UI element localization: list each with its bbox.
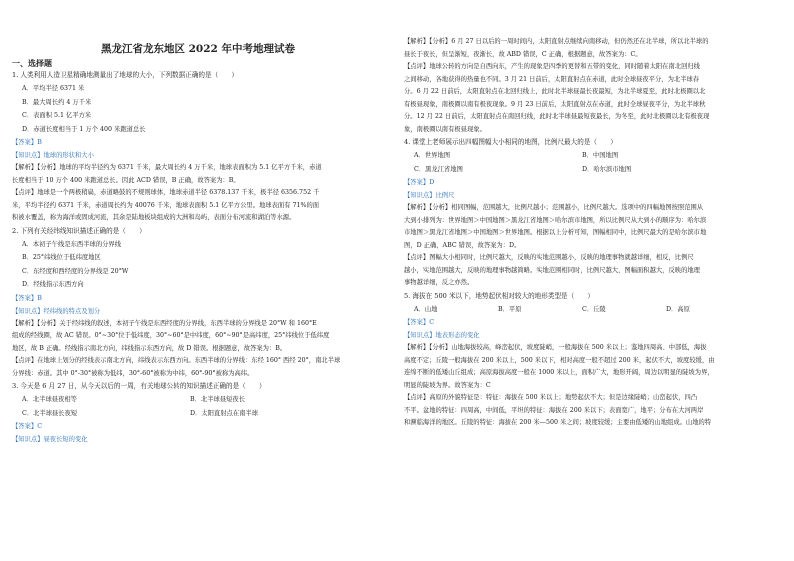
q2-comment-line: 【点评】在地球上划分的经线表示南北方向，纬线表示东西方向。东西半球的分界线：东经 160° 西经 20°，南北半球 [12, 357, 341, 364]
q1-option-d: D．赤道长度相当于 1 万个 400 米跑道总长 [22, 125, 146, 133]
q1-analysis-line: 长度相当于 10 万个 400 米跑道总长。因此 ACD 错误，B 正确，故答案为：B。 [12, 176, 240, 184]
q5-analysis-line: 高度不定；丘陵一般海拔在 200 米以上，500 米以下，相对高度一般不超过 200 米，起伏不大，坡度较缓，由 [404, 356, 715, 364]
q2-comment-line: 分界线：赤道。其中 0°-30°被称为低纬，30°-60°被称为中纬，60°-90°被称为高纬。 [12, 369, 254, 377]
q1-option-c: C．表面积 5.1 亿平方米 [22, 112, 92, 119]
q1-comment-line: 【点评】地球是一个两极稍扁，赤道略鼓的不规则球体，地球赤道半径 6378.137 千米，极半径 6356.752 千 [12, 189, 320, 196]
q4-options-row-1 [404, 149, 776, 163]
q5-comment-line: 不平。盆地的特征：四周高，中间低，平坦的特征：海拔在 200 米以下；表面宽广，地平；分布在大河两岸 [404, 406, 704, 414]
page-title: 黑龙江省龙东地区 2022 年中考地理试卷 [100, 43, 296, 55]
q4-option-d: D．哈尔滨市地图 [582, 165, 632, 173]
q2-answer: 【答案】B [12, 294, 42, 302]
q2-option-c: C．东经度和西经度的分界线是 20°W [22, 267, 129, 275]
question-1-stem: 1. 人类利用人造卫星精确地测量出了地球的大小，下列数据正确的是（ ） [12, 71, 238, 79]
q3-option-d: D．太阳直射点在南半球 [190, 409, 259, 417]
q3-option-c: C．北半球昼长夜短 [22, 409, 78, 417]
q3-option-b: B．北半球昼短夜长 [190, 396, 246, 403]
left-column [12, 0, 384, 446]
right-column [404, 36, 776, 430]
q1-comment-line: 积被水覆盖，称为海洋或固成河流，其余是陆地板块组成的大洲和岛屿，表面分布河流和湖泊等水源。 [12, 214, 296, 221]
q1-answer: 【答案】B [12, 139, 42, 146]
q3-knowledge: 【知识点】昼夜长短的变化 [12, 436, 88, 443]
q1-analysis-line: 【解析】【分析】地球的平均半径约为 6371 千米，最大周长约 4 万千米，地球表面积为 5.1 亿平方千米，赤道 [12, 164, 322, 171]
q3-options-row-1 [12, 393, 384, 407]
question-3-stem: 3. 今天是 6 月 27 日，从今天以后的一周，有关地球公转的知识描述正确的是（ ） [12, 382, 266, 390]
q5-analysis-line: 【解析】【分析】山地海拔较高，峰峦起伏，坡度陡峭，一般海拔在 500 米以上；鉴地四周高、中部低，海拔 [404, 344, 707, 351]
q5-comment-line: 【点评】高原的外貌特征是：特征：海拔在 500 米以上；地势起伏不大；但是边缘陡峭；山峦起伏，四凸 [404, 394, 698, 401]
q3-comment-line: 象，南极圈以南有极昼现象。 [404, 125, 486, 133]
q2-option-d: D．经线指示东西方向 [22, 281, 84, 288]
q1-knowledge: 【知识点】地球的形状和大小 [12, 152, 94, 159]
q2-option-a: A．本初子午线是东西半球的分界线 [22, 240, 122, 248]
q3-analysis-line: 【解析】【分析】6 月 27 日以后的一周时间内，太阳直射点继续向南移动，但仍然还在北半球，所以北半球的 [404, 38, 709, 45]
q3-comment-line: 分。12 月 22 日前后，太阳直射点在南回归线，此时北半球昼最短夜最长，为冬至，此时北极圈以北有极夜现 [404, 113, 710, 120]
q4-comment-line: 事物越详细，反之亦然。 [404, 279, 474, 286]
q4-comment-line: 越小，实地范围越大，反映的地理事物越简略。实地范围相同时，比例尺越大，图幅面积越大，反映的地理 [404, 266, 700, 274]
q5-analysis-line: 连绵不断的低矮山丘组成；高原海拔高度一般在 1000 米以上，面积广大，地形开阔，周边以明显的陡坡为界， [404, 369, 714, 376]
q5-option-d: D．高原 [666, 305, 690, 313]
q5-option-c: C．丘陵 [582, 305, 606, 313]
q2-option-b: B．25°纬线位于低纬度地区 [22, 254, 101, 261]
q3-answer: 【答案】C [12, 423, 43, 430]
q4-option-c: C．黑龙江省地图 [414, 165, 463, 173]
q5-knowledge: 【知识点】地表形态的变化 [404, 332, 480, 339]
q4-comment-line: 【点评】图幅大小相同时，比例尺越大，反映的实地范围越小，反映的地理事物就越详细，相反，比例尺 [404, 254, 694, 261]
q4-analysis-line: 图，D 正确，ABC 错误，故答案为：D。 [404, 241, 521, 249]
q2-analysis-line: 组成的经线圈，故 AC 错误。0°~30°位于低纬度，30°~60°是中纬度，60°~90°是高纬度，25°纬线位于低纬度 [12, 332, 330, 339]
q4-answer: 【答案】D [404, 179, 435, 186]
q5-options-row [404, 303, 776, 317]
section-heading: 一、选择题 [12, 58, 52, 68]
q4-analysis-line: 市地图＞黑龙江省地图＞中国地图＞世界地图。根据以上分析可知，图幅相同中，比例尺最大的是哈尔滨市地 [404, 229, 707, 236]
q3-options-row-2 [12, 407, 384, 421]
question-2-stem: 2. 下列有关经纬线知识描述正确的是（ ） [12, 226, 146, 235]
q1-option-b: B．最大周长约 4 万千米 [22, 98, 92, 106]
q4-options-row-2 [404, 163, 776, 177]
q4-knowledge: 【知识点】比例尺 [404, 192, 455, 199]
question-4-stem: 4. 课堂上老师展示出四幅图幅大小相同的地图，比例尺最大的是（ ） [404, 138, 617, 146]
q5-option-a: A．山地 [414, 305, 438, 313]
q4-option-a: A．世界地图 [414, 152, 451, 159]
q5-analysis-line: 明显的陡坡为界。故答案为：C [404, 381, 491, 389]
q4-analysis-line: 大到小排列为：世界地图＞中国地图＞黑龙江省地图＞哈尔滨市地图，所以比例尺从大到小的顺序为：哈尔滨 [404, 216, 707, 224]
q4-analysis-line: 【解析】【分析】相同图幅，范围越大，比例尺越小；范围越小，比例尺越大。选项中的四幅地图按照范围从 [404, 204, 704, 211]
q3-analysis-line: 昼长于夜长，但呈渐短，夜渐长，故 ABD 错误，C 正确，根据题意，故答案为：C。 [404, 50, 642, 58]
q5-comment-line: 和濒临海洋的地区。丘陵的特征：海拔在 200 米—500 米之间；坡度较缓；主要由低矮的山地组成。山地的特 [404, 419, 712, 426]
q2-analysis-line: 【解析】【分析】关于经纬线的叙述，本初子午线是东西经度的分界线，东西半球的分界线是 20°W 和 160°E [12, 319, 317, 327]
q3-comment-line: 【点评】地球公转的方向是自西向东，产生的现象是四季的更替和五带的变化，同时随着太阳在南北回归线 [404, 63, 700, 70]
q3-comment-line: 有极昼现象，南极圈以南有极夜现象。9 月 23 日前后，太阳直射点在赤道，此时全球昼夜平分，为北半球秋 [404, 100, 706, 108]
q3-option-a: A．北半球昼夜相等 [22, 396, 77, 403]
question-5-stem: 5. 海拔在 500 米以下，地势起伏相对较大的地形类型是（ ） [404, 291, 595, 300]
q5-option-b: B．平原 [498, 305, 522, 313]
q3-comment-line: 分。6 月 22 日前后，太阳直射点在北回归线上，此时北半球昼最长夜最短，为北半球夏至，此时北极圈以北 [404, 88, 706, 95]
q2-analysis-line: 地区，故 B 正确。经线指示南北方向，纬线指示东西方向，故 D 错误。根据题意，故答案为：B。 [12, 344, 287, 352]
q1-option-a: A．平均半径 6371 米 [22, 85, 85, 92]
q1-comment-line: 米，平均半径约 6371 千米，赤道周长约为 40076 千米，地球表面积 5.1 亿平方公里。地球表面有 71%的面 [12, 201, 320, 209]
q4-option-b: B．中国地图 [582, 152, 619, 159]
q5-answer: 【答案】C [404, 319, 435, 326]
q3-comment-line: 之间移动，各地获得的热量也不同。3 月 21 日前后，太阳直射点在赤道，此时全球昼夜平分，为北半球春 [404, 75, 700, 83]
q2-knowledge: 【知识点】经纬线的特点及划分 [12, 307, 101, 315]
